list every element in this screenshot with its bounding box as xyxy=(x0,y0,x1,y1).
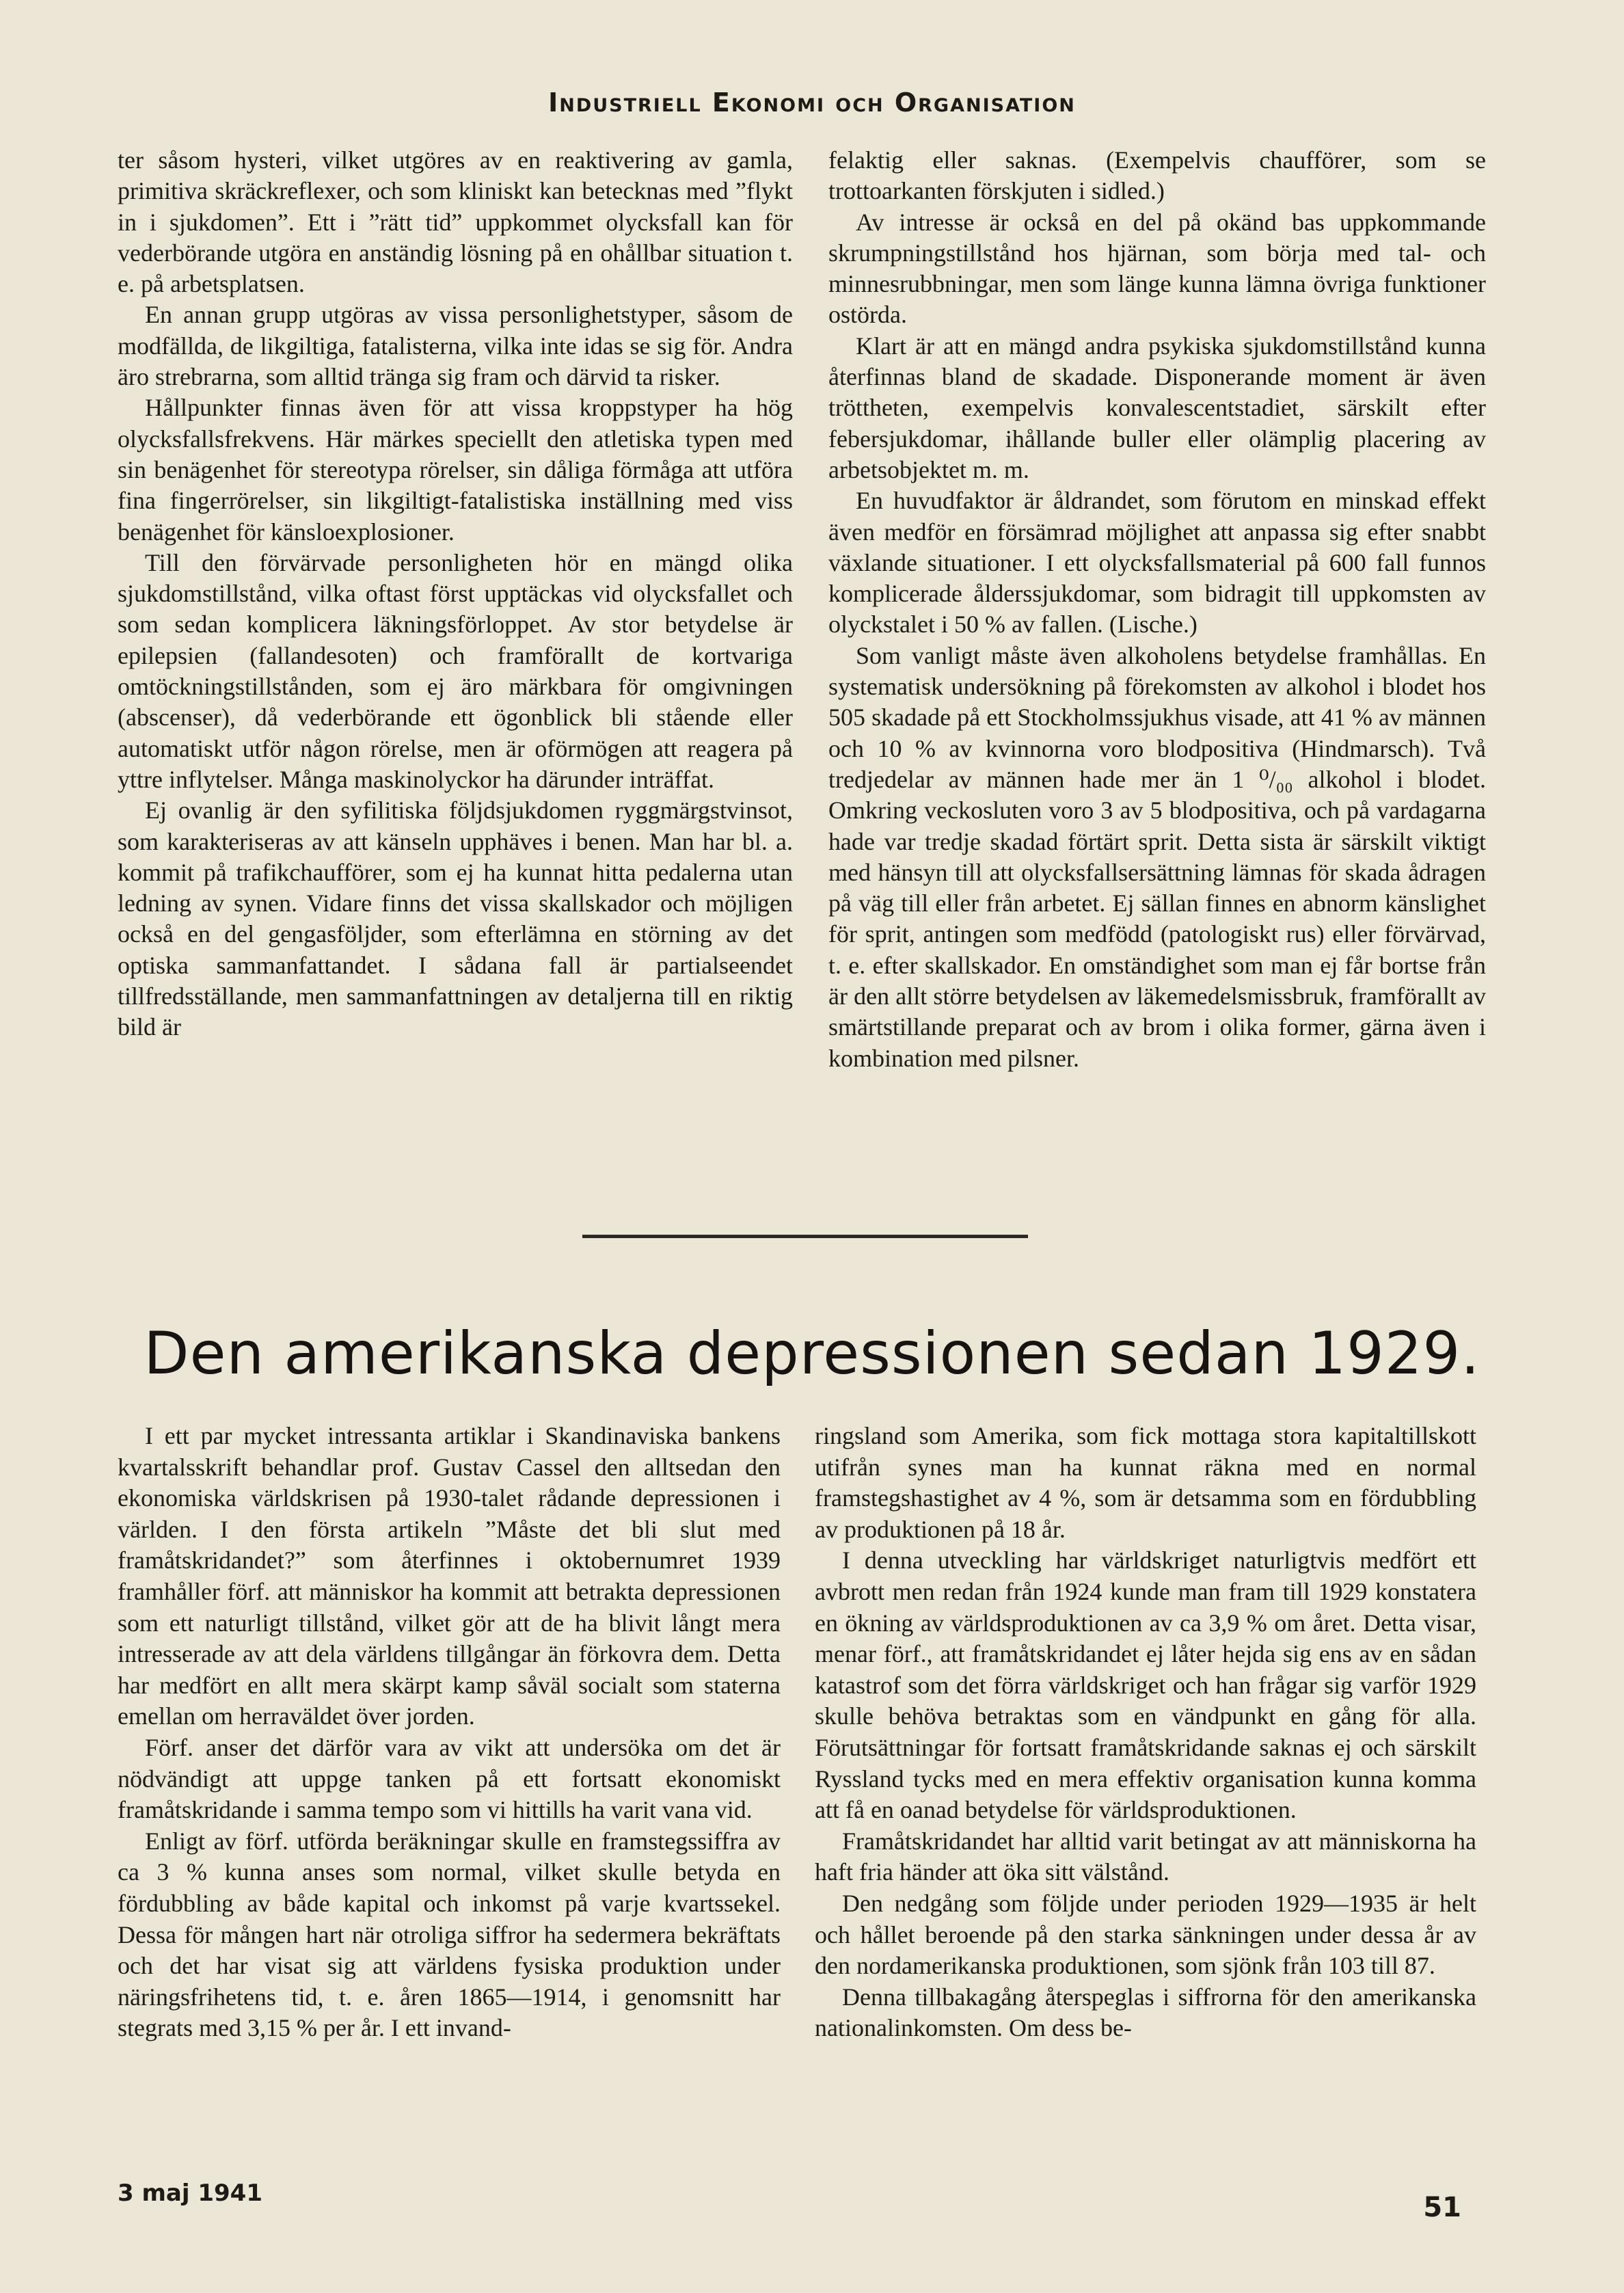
paragraph: Enligt av förf. utförda beräkningar skulle en framstegssiffra av ca 3 % kunna anses som normal, vilket skulle betyda en fördubbling av både kapital och inkomst på varje kvartssekel. Dessa för mången hart när otroliga siffror ha sedermera bekräftats och det har visat sig att världens fysiska produktion under näringsfrihetens tid, t. e. åren 1865—1914, i genomsnitt har stegrats med 3,15 % per år. I ett invand- xyxy=(118,1827,781,2042)
paragraph: Klart är att en mängd andra psykiska sjukdomstillstånd kunna återfinnas bland de skadade. Disponerande moment är även tröttheten, exempelvis konvalescentstadiet, särskilt efter febersjukdomar, ihållande buller eller olämplig placering av arbetsobjektet m. m. xyxy=(828,332,1486,483)
top-article-left-column xyxy=(118,145,793,1043)
paragraph: felaktig eller saknas. (Exempelvis chaufförer, som se trottoarkanten förskjuten i sidled.) xyxy=(828,146,1486,205)
paragraph: ter såsom hysteri, vilket utgöres av en reaktivering av gamla, primitiva skräckreflexer, och som kliniskt kan betecknas med ”flykt in i sjukdomen”. Ett i ”rätt tid” uppkommet olycksfall kan för vederbörande utgöra en anständig lösning på en ohållbar situation t. e. på arbetsplatsen. xyxy=(118,146,793,298)
issue-date: 3 maj 1941 xyxy=(118,2180,262,2207)
paragraph: Förf. anser det därför vara av vikt att undersöka om det är nödvändigt att uppge tanken på ett fortsatt ekonomiskt framåtskridande i samma tempo som vi hittills ha varit vana vid. xyxy=(118,1733,781,1824)
paragraph: I ett par mycket intressanta artiklar i Skandinaviska bankens kvartalsskrift behandlar prof. Gustav Cassel den alltsedan den ekonomiska världskrisen på 1930-talet rådande depressionen i världen. I den första artikeln ”Måste det bli slut med framåtskridandet?” som återfinnes i oktobernumret 1939 framhåller förf. att människor ha kommit att betrakta depressionen som ett naturligt tillstånd, vilket gör att de ha blivit långt mera intresserade av att dela världens tillgångar än förkovra dem. Detta har medfört en allt mera skärpt kamp såväl socialt som staterna emellan om herraväldet över jorden. xyxy=(118,1422,781,1730)
bottom-article-left-column xyxy=(118,1421,781,2044)
paragraph: Till den förvärvade personligheten hör en mängd olika sjukdomstillstånd, vilka oftast först upptäckas vid olycksfallet och som sedan komplicera läkningsförloppet. Av stor betydelse är epilepsien (fallandesoten) och framförallt de kortvariga omtöckningstillstånden, som ej äro märkbara för omgivningen (abscenser), då vederbörande ett ögonblick bli stående eller automatiskt utför någon rörelse, men är oförmögen att reagera på yttre inflytelser. Många maskinolyckor ha därunder inträffat. xyxy=(118,548,793,793)
section-divider xyxy=(582,1235,1028,1238)
paragraph: En annan grupp utgöras av vissa personlighetstyper, såsom de modfällda, de likgiltiga, fatalisterna, vilka inte idas se sig för. Andra äro strebrarna, som alltid tränga sig fram och därvid ta risker. xyxy=(118,301,793,391)
paragraph: ringsland som Amerika, som fick mottaga stora kapitaltillskott utifrån synes man ha kunnat räkna med en normal framstegshastighet av 4 %, som är detsamma som en fördubbling av produktionen på 18 år. xyxy=(815,1422,1476,1543)
paragraph: Ej ovanlig är den syfilitiska följdsjukdomen ryggmärgstvinsot, som karakteriseras av att känseln upphäves i benen. Man har bl. a. kommit på trafikchaufförer, som ej ha kunnat hitta pedalerna utan ledning av synen. Vidare finns det vissa skallskador och möjligen också en del gengasföljder, som efterlämna en störning av det optiska sammanfattandet. I sådana fall är partialseendet tillfredsställande, men sammanfattningen av detaljerna till en riktig bild är xyxy=(118,796,793,1041)
paragraph: Framåtskridandet har alltid varit betingat av att människorna ha haft fria händer att öka sitt välstånd. xyxy=(815,1827,1476,1886)
running-head: Industriell Ekonomi och Organisation xyxy=(548,88,1076,118)
paragraph: Som vanligt måste även alkoholens betydelse framhållas. En systematisk undersökning på förekomsten av alkohol i blodet hos 505 skadade på ett Stockholmssjukhus visade, att 41 % av männen och 10 % av kvinnorna voro blodpositiva (Hindmarsch). Två tredjedelar av männen hade mer än 1 ⁰/₀₀ alkohol i blodet. Omkring veckosluten voro 3 av 5 blodpositiva, och på vardagarna hade var tredje skadad förtärt sprit. Detta sista är särskilt viktigt med hänsyn till att olycksfallsersättning lämnas för skada ådragen på väg till eller från arbetet. Ej sällan finnes en abnorm känslighet för sprit, antingen som medfödd (patologiskt rus) eller förvärvad, t. e. efter skallskador. En omständighet som man ej får bortse från är den allt större betydelsen av läkemedelsmissbruk, framförallt av smärtstillande preparat och av brom i olika former, gärna även i kombination med pilsner. xyxy=(828,641,1486,1072)
paragraph: Den nedgång som följde under perioden 1929—1935 är helt och hållet beroende på den starka sänkningen under dessa år av den nordamerikanska produktionen, som sjönk från 103 till 87. xyxy=(815,1889,1476,1980)
paragraph: Hållpunkter finnas även för att vissa kroppstyper ha hög olycksfallsfrekvens. Här märkes speciellt den atletiska typen med sin benägenhet för stereotypa rörelser, sin dåliga förmåga att utföra fina fingerrörelser, sin likgiltigt-fatalistiska inställning med viss benägenhet för känsloexplosioner. xyxy=(118,394,793,546)
paragraph: I denna utveckling har världskriget naturligtvis medfört ett avbrott men redan från 1924 kunde man fram till 1929 konstatera en ökning av världsproduktionen av ca 3,9 % om året. Detta visar, menar förf., att framåtskridandet ej låter hejda sig ens av en sådan katastrof som det förra världskriget och han frågar sig varför 1929 skulle behöva betraktas som en vändpunkt en gång för alla. Förutsättningar för fortsatt framåtskridande saknas ej och särskilt Ryssland tycks med en mera effektiv organisation kunna komma att få en oanad betydelse för världsproduktionen. xyxy=(815,1546,1476,1824)
bottom-article-right-column xyxy=(815,1421,1476,2044)
article-title: Den amerikanska depressionen sedan 1929. xyxy=(144,1319,1480,1388)
top-article-right-column xyxy=(828,145,1486,1074)
page-number: 51 xyxy=(1423,2192,1461,2223)
paragraph: En huvudfaktor är åldrandet, som förutom en minskad effekt även medför en försämrad möjlighet att anpassa sig efter snabbt växlande situationer. I ett olycksfallsmaterial på 600 fall funnos komplicerade ålderssjukdomar, som bidragit till uppkomsten av olyckstalet i 50 % av fallen. (Lische.) xyxy=(828,487,1486,639)
paragraph: Denna tillbakagång återspeglas i siffrorna för den amerikanska nationalinkomsten. Om dess be- xyxy=(815,1983,1476,2042)
paragraph: Av intresse är också en del på okänd bas uppkommande skrumpningstillstånd hos hjärnan, som börja med tal- och minnesrubbningar, men som länge kunna lämna övriga funktioner ostörda. xyxy=(828,208,1486,329)
